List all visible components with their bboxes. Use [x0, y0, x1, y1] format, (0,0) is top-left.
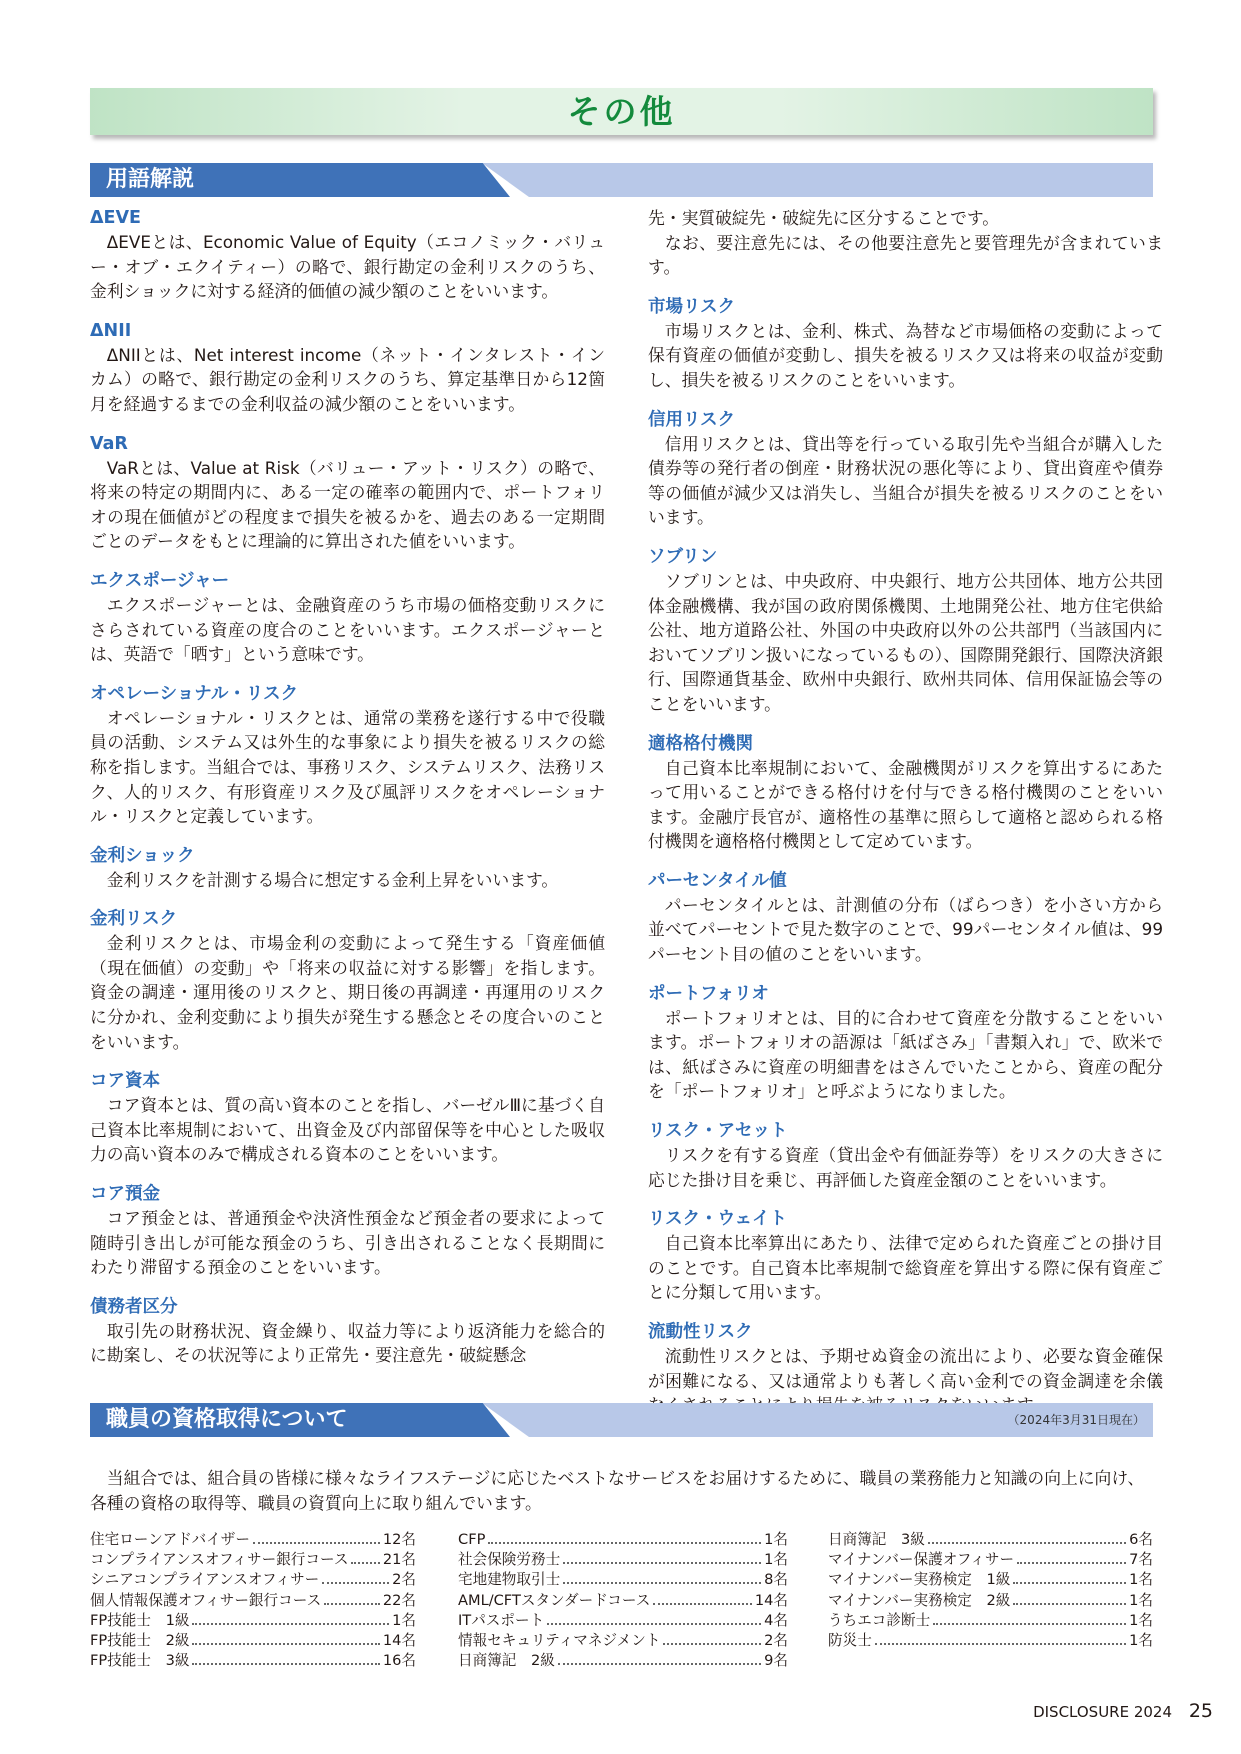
qualification-name: 防災士 — [828, 1632, 872, 1650]
qualification-row — [828, 1530, 1153, 1550]
qualification-row — [90, 1651, 416, 1671]
glossary-term — [90, 1295, 605, 1368]
glossary-term-continuation — [648, 206, 1163, 280]
qualification-count: 21名 — [382, 1551, 416, 1569]
leader-dots — [324, 1598, 380, 1605]
qualifications-intro: 当組合では、組合員の皆様に様々なライフステージに応じたベストなサービスをお届けするために、職員の業務能力と知識の向上に向け、各種の資格の取得等、職員の資質向上に取り組んでいます。 — [90, 1468, 1145, 1513]
term-title: リスク・アセット — [648, 1121, 788, 1142]
qualification-name: コンプライアンスオフィサー銀行コース — [90, 1551, 349, 1569]
footer-label: DISCLOSURE 2024 — [1033, 1703, 1173, 1721]
qualification-name: CFP — [458, 1531, 486, 1548]
leader-dots — [547, 1618, 761, 1625]
qualification-count: 1名 — [1129, 1632, 1153, 1650]
qualification-name: FP技能士 1級 — [90, 1611, 190, 1629]
term-body: 金利リスクを計測する場合に想定する金利上昇をいいます。 — [106, 869, 559, 890]
glossary-left-column — [90, 206, 605, 1383]
term-title: コア資本 — [90, 1071, 160, 1092]
qualification-name: AML/CFTスタンダードコース — [458, 1591, 651, 1609]
qualification-row — [458, 1631, 788, 1651]
qualification-count: 8名 — [764, 1571, 788, 1589]
qualification-row — [458, 1570, 788, 1590]
term-body: ポートフォリオとは、目的に合わせて資産を分散することをいいます。ポートフォリオの語源は「紙ばさみ」「書類入れ」で、欧米では、紙ばさみに資産の明細書をはさんでいたことから、資産の配分を「ポートフォリオ」と呼ぶようになりました。 — [648, 1007, 1163, 1102]
term-body: ΔEVEとは、Economic Value of Equity（エコノミック・バリュー・オブ・エクイティー）の略で、銀行勘定の金利リスクのうち、金利ショックに対する経済的価値の減少額のことをいいます。 — [90, 232, 605, 302]
leader-dots — [653, 1598, 752, 1605]
qualification-count: 12名 — [382, 1531, 416, 1548]
term-body: 自己資本比率算出にあたり、法律で定められた資産ごとの掛け目のことです。自己資本比率規制で総資産を算出する際に保有資産ごとに分類して用います。 — [648, 1233, 1163, 1303]
qualification-row — [828, 1591, 1153, 1611]
leader-dots — [663, 1638, 761, 1645]
qualifications-heading: 職員の資格取得について — [106, 1407, 348, 1432]
leader-dots — [488, 1537, 761, 1544]
qualification-row — [458, 1611, 788, 1631]
qualification-row — [90, 1591, 416, 1611]
leader-dots — [558, 1658, 761, 1665]
qualification-row — [90, 1550, 416, 1570]
term-body: パーセンタイルとは、計測値の分布（ばらつき）を小さい方から並べてパーセントで見た数字のことで、99パーセンタイル値は、99パーセント目の値のことをいいます。 — [648, 894, 1163, 965]
term-body: コア預金とは、普通預金や決済性預金など預金者の要求によって随時引き出しが可能な預金のうち、引き出されることなく長期間にわたり滞留する預金のことをいいます。 — [90, 1208, 605, 1278]
term-body: コア資本とは、質の高い資本のことを指し、バーゼルⅢに基づく自己資本比率規制において、出資金及び内部留保等を中心とした吸収力の高い資本のみで構成される資本のことをいいます。 — [90, 1095, 605, 1165]
qualification-name: マイナンバー実務検定 1級 — [828, 1571, 1011, 1589]
qualification-name: 宅地建物取引士 — [458, 1571, 561, 1589]
qualification-row — [90, 1631, 416, 1651]
qualification-count: 14名 — [382, 1632, 416, 1650]
qualification-count: 1名 — [1129, 1611, 1153, 1629]
qualification-count: 22名 — [382, 1591, 416, 1609]
term-body: 流動性リスクとは、予期せぬ資金の流出により、必要な資金確保が困難になる、又は通常よりも著しく高い金利での資金調達を余儀 — [648, 1346, 1163, 1391]
term-title: ΔNII — [90, 320, 132, 341]
term-title: 信用リスク — [648, 409, 736, 430]
term-body: 先・実質破綻先・破綻先に区分することです。 — [648, 208, 1000, 228]
qualification-count: 7名 — [1129, 1551, 1153, 1569]
qualification-count: 1名 — [392, 1611, 416, 1629]
qualification-name: 日商簿記 3級 — [828, 1531, 925, 1548]
qualification-name: 情報セキュリティマネジメント — [458, 1632, 661, 1650]
qualification-count: 4名 — [764, 1611, 788, 1629]
qualification-column-2 — [458, 1530, 788, 1671]
term-body: ソブリンとは、中央政府、中央銀行、地方公共団体、地方公共団体金融機構、我が国の政府関係機関、土地開発公社、地方住宅供給公社、地方道路公社、外国の中央政府以外の公共部門（当該国内においてソブリン扱いになっているもの）、国際開発銀行、国際決済銀行、国際通貨基金、欧州中央銀行、欧州共同体、信用保証協会等のことをいいます。 — [648, 570, 1163, 714]
leader-dots — [1013, 1598, 1126, 1605]
qualification-column-1 — [90, 1530, 416, 1671]
page-title-banner — [90, 88, 1153, 135]
qualification-name: FP技能士 3級 — [90, 1652, 190, 1670]
glossary-term — [90, 569, 605, 667]
leader-dots — [1017, 1557, 1126, 1564]
term-title: 金利ショック — [90, 845, 195, 866]
leader-dots — [253, 1537, 380, 1544]
qualification-count: 6名 — [1129, 1531, 1153, 1548]
term-body: 取引先の財務状況、資金繰り、収益力等により返済能力を総合的に勘案し、その状況等により正常先・要注意先・破綻懸念 — [90, 1320, 605, 1366]
glossary-term — [648, 295, 1163, 393]
qualification-row — [828, 1631, 1153, 1651]
term-title: ポートフォリオ — [648, 983, 769, 1004]
as-of-date: （2024年3月31日現在） — [1007, 1413, 1145, 1427]
qualification-row — [458, 1591, 788, 1611]
glossary-term — [648, 1207, 1163, 1305]
qualification-row — [90, 1530, 416, 1550]
qualification-name: ITパスポート — [458, 1611, 545, 1629]
qualification-row — [90, 1570, 416, 1590]
glossary-term — [648, 732, 1163, 854]
term-body: 市場リスクとは、金利、株式、為替など市場価格の変動によって保有資産の価値が変動し、損失を被るリスク又は将来の収益が変動し、損失を被るリスクのことをいいます。 — [648, 320, 1163, 390]
term-body: 信用リスクとは、貸出等を行っている取引先や当組合が購入した債券等の発行者の倒産・財務状況の悪化等により、貸出資産や債券等の価値が減少又は消失し、当組合が損失を被るリスクのことをいいます。 — [648, 433, 1163, 528]
qualification-count: 1名 — [1129, 1571, 1153, 1589]
glossary-term — [90, 907, 605, 1054]
leader-dots — [1013, 1577, 1126, 1584]
glossary-section-header — [90, 163, 1153, 197]
leader-dots — [192, 1618, 389, 1625]
qualifications-section-header — [90, 1403, 1153, 1437]
term-body: 金利リスクとは、市場金利の変動によって発生する「資産価値（現在価値）の変動」や「将来の収益に対する影響」を指します。資金の調達・運用後のリスクと、期日後の再調達・再運用のリスクに分かれ、金利変動により損失が発生する懸念とその度合いのことをいいます。 — [90, 933, 605, 1052]
glossary-term — [90, 432, 605, 554]
term-title: コア預金 — [90, 1184, 160, 1205]
qualification-count: 16名 — [382, 1652, 416, 1670]
qualification-name: 日商簿記 2級 — [458, 1652, 555, 1670]
term-title: 金利リスク — [90, 909, 178, 930]
leader-dots — [192, 1658, 379, 1665]
term-body: エクスポージャーとは、金融資産のうち市場の価格変動リスクにさらされている資産の度合のことをいいます。エクスポージャーとは、英語で「晒す」という意味です。 — [90, 594, 605, 665]
qualification-row — [90, 1611, 416, 1631]
glossary-term — [648, 1119, 1163, 1192]
qualification-row — [458, 1550, 788, 1570]
qualification-name: 個人情報保護オフィサー銀行コース — [90, 1591, 322, 1609]
qualification-row — [828, 1550, 1153, 1570]
term-body: 自己資本比率規制において、金融機関がリスクを算出するにあたって用いることができる格付けを付与できる格付機関のことをいいます。金融庁長官が、適格性の基準に照らして適格と認められる格付機関を適格格付機関として定めています。 — [648, 757, 1163, 852]
term-body: ΔNIIとは、Net interest income（ネット・インタレスト・インカム）の略で、銀行勘定の金利リスクのうち、算定基準日から12箇月を経過するまでの金利収益の減少額のことをいいます。 — [90, 344, 605, 414]
glossary-right-column — [648, 206, 1163, 1433]
glossary-term — [90, 1069, 605, 1167]
qualification-count: 1名 — [764, 1531, 788, 1548]
glossary-term — [648, 982, 1163, 1104]
qualification-name: マイナンバー実務検定 2級 — [828, 1591, 1011, 1609]
term-title: 適格格付機関 — [648, 733, 753, 754]
leader-dots — [192, 1638, 379, 1645]
term-title: 市場リスク — [648, 296, 736, 317]
qualification-count: 1名 — [764, 1551, 788, 1569]
term-title: 流動性リスク — [648, 1322, 753, 1342]
glossary-term — [90, 1182, 605, 1280]
leader-dots — [563, 1577, 761, 1584]
glossary-term — [90, 206, 605, 304]
qualification-count: 1名 — [1129, 1591, 1153, 1609]
qualification-row — [458, 1530, 788, 1550]
term-title: オペレーショナル・リスク — [90, 683, 299, 704]
term-title: リスク・ウェイト — [648, 1209, 787, 1230]
leader-dots — [351, 1557, 379, 1564]
qualification-column-3 — [828, 1530, 1153, 1651]
qualification-row — [458, 1651, 788, 1671]
qualification-name: マイナンバー保護オフィサー — [828, 1551, 1015, 1569]
term-title: エクスポージャー — [90, 570, 230, 591]
glossary-term — [90, 319, 605, 417]
glossary-term — [648, 869, 1163, 967]
glossary-heading: 用語解説 — [106, 167, 195, 192]
page-footer — [1033, 1700, 1213, 1722]
qualification-name: 住宅ローンアドバイザー — [90, 1531, 250, 1548]
term-title: ソブリン — [648, 546, 718, 567]
term-body: オペレーショナル・リスクとは、通常の業務を遂行する中で役職員の活動、システム又は外生的な事象により損失を被るリスクの総称を指します。当組合では、事務リスク、システムリスク、法務リスク、人的リスク、有形資産リスク及び風評リスクをオペレーショナル・リスクと定義しています。 — [90, 707, 605, 827]
qualification-count: 2名 — [392, 1571, 416, 1589]
qualification-name: FP技能士 2級 — [90, 1632, 190, 1650]
qualification-name: シニアコンプライアンスオフィサー — [90, 1571, 320, 1589]
qualification-name: 社会保険労務士 — [458, 1551, 561, 1569]
glossary-term — [90, 682, 605, 829]
glossary-term — [90, 844, 605, 893]
leader-dots — [875, 1638, 1126, 1645]
term-title: VaR — [90, 433, 128, 454]
term-title: 債務者区分 — [90, 1296, 178, 1317]
qualification-row — [828, 1611, 1153, 1631]
glossary-term — [648, 545, 1163, 717]
page-title: その他 — [567, 92, 676, 131]
glossary-term — [648, 408, 1163, 530]
leader-dots — [563, 1557, 761, 1564]
qualification-row — [828, 1570, 1153, 1590]
term-body: リスクを有する資産（貸出金や有価証券等）をリスクの大きさに応じた掛け目を乗じ、再評価した資産金額のことをいいます。 — [648, 1145, 1163, 1190]
qualification-name: うちエコ診断士 — [828, 1611, 931, 1629]
term-body: VaRとは、Value at Risk（バリュー・アット・リスク）の略で、将来の特定の期間内に、ある一定の確率の範囲内で、ポートフォリオの現在価値がどの程度まで損失を被るかを、過去のある一定期間ごとのデータをもとに理論的に算出された値をいいます。 — [90, 457, 605, 552]
term-title: パーセンタイル値 — [648, 870, 787, 891]
term-body: なお、要注意先には、その他要注意先と要管理先が含まれています。 — [648, 232, 1163, 278]
qualification-count: 2名 — [764, 1632, 788, 1650]
leader-dots — [928, 1537, 1126, 1544]
qualification-count: 9名 — [764, 1652, 788, 1670]
page-number: 25 — [1188, 1700, 1213, 1722]
term-title: ΔEVE — [90, 208, 141, 228]
leader-dots — [322, 1577, 389, 1584]
leader-dots — [933, 1618, 1126, 1625]
qualification-count: 14名 — [754, 1591, 788, 1609]
